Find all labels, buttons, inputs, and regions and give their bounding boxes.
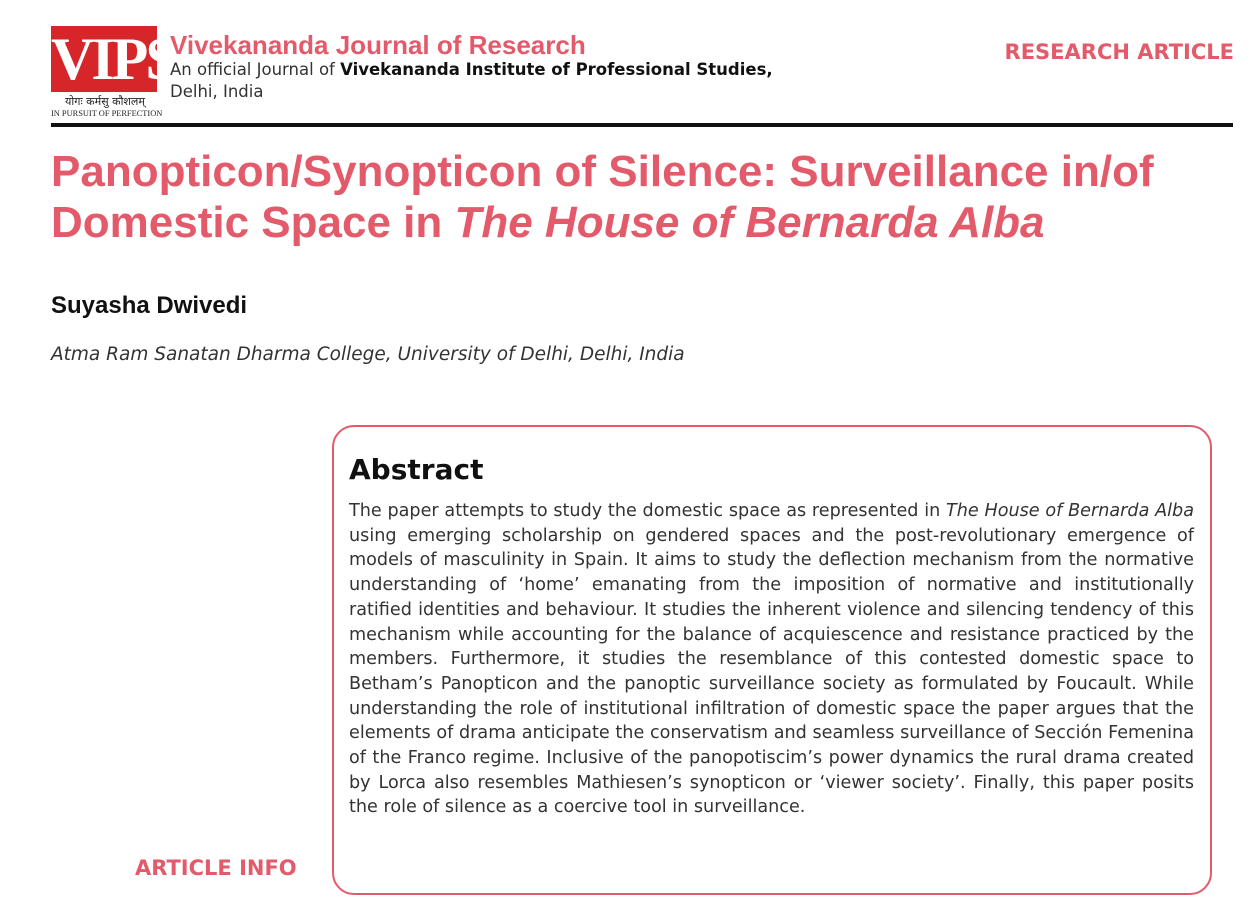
author-name: Suyasha Dwivedi: [51, 292, 248, 319]
journal-name: Vivekananda Journal of Research: [170, 30, 586, 60]
article-title: [51, 146, 1231, 248]
logo-mark: VIPS: [51, 26, 176, 92]
abstract-intro: The paper attempts to study the domestic space as represented in: [349, 501, 947, 521]
journal-logo: [51, 26, 176, 120]
title-line-2-work: The House of Bernarda Alba: [454, 198, 1045, 247]
header-divider: [51, 123, 1233, 127]
abstract-heading: Abstract: [349, 453, 484, 486]
author-affiliation: Atma Ram Sanatan Dharma College, University of Delhi, Delhi, India: [51, 344, 685, 365]
journal-subtitle: [170, 59, 810, 103]
logo-tagline: IN PURSUIT OF PERFECTION: [51, 109, 163, 118]
title-line-1: Panopticon/Synopticon of Silence: Surveillance in/of: [51, 147, 1154, 196]
article-info-heading: ARTICLE INFO: [135, 856, 297, 880]
journal-institute: Vivekananda Institute of Professional Studies,: [340, 60, 773, 79]
journal-location: Delhi, India: [170, 82, 264, 101]
abstract-work-title: The House of Bernarda Alba: [946, 501, 1194, 521]
logo-motto: योगः कर्मसु कौशलम्: [65, 95, 145, 108]
abstract-body: using emerging scholarship on gendered spaces and the post-revolutionary emergence of models of masculinity in Spain. It aims to study the deflection mechanism from the normative understanding of ‘home’ emanating from the imposition of normative and institutionally ratified identities and behaviour. It studies the inherent violence and silencing tendency of this mechanism while accounting for the balance of acquiescence and resistance practiced by the members. Furthermore, it studies the resemblance of this contested domestic space to Betham’s Panopticon and the panoptic surveillance society as formulated by Foucault. While understanding the role of institutional infiltration of domestic space the paper argues that the elements of drama anticipate the conservatism and seamless surveillance of Sección Femenina of the Franco regime. Inclusive of the panopotiscim’s power dynamics the rural drama created by Lorca also resembles Mathiesen’s synopticon or ‘viewer society’. Finally, this paper posits the role of silence as a coercive tool in surveillance.: [349, 525, 1194, 818]
title-line-2-prefix: Domestic Space in: [51, 198, 455, 247]
abstract-text: [349, 499, 1194, 820]
article-type-label: RESEARCH ARTICLE: [1004, 40, 1234, 64]
journal-subtitle-prefix: An official Journal of: [170, 60, 341, 79]
